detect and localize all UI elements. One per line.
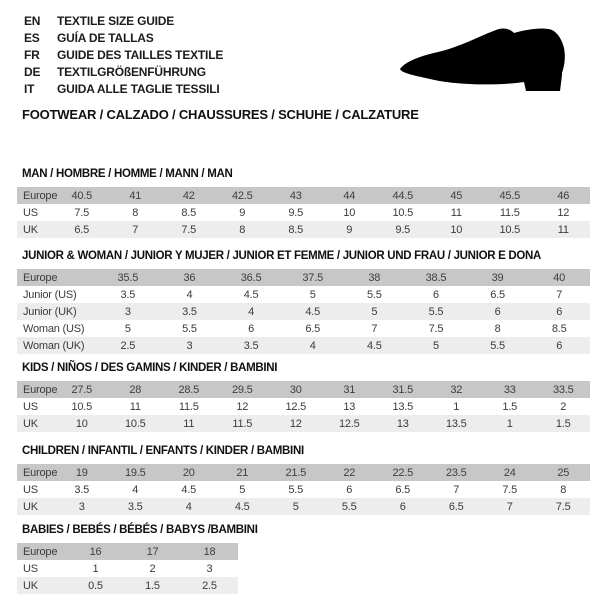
size-cell: 9.5	[395, 223, 411, 236]
size-cell: 33	[503, 383, 516, 396]
size-cell: 13.5	[445, 417, 467, 430]
table-row	[17, 560, 238, 577]
row-label: Europe	[23, 466, 58, 479]
row-label: Europe	[23, 271, 58, 284]
size-cell: 3	[124, 305, 131, 318]
size-table-man	[17, 187, 590, 238]
row-label: Junior (UK)	[23, 305, 77, 318]
size-cell: 6	[432, 288, 439, 301]
size-cell: 6	[248, 322, 255, 335]
size-cell: 5.5	[428, 305, 444, 318]
size-cell: 24	[503, 466, 516, 479]
row-label: US	[23, 483, 38, 496]
table-row	[17, 398, 590, 415]
table-header-row	[17, 269, 590, 286]
row-label: Woman (UK)	[23, 339, 85, 352]
size-table-junior-woman	[17, 269, 590, 354]
size-cell: 5.5	[288, 483, 304, 496]
size-cell: 1.5	[145, 579, 160, 592]
size-cell: 4.5	[243, 288, 259, 301]
size-cell: 10.5	[124, 417, 146, 430]
language-row-fr	[24, 47, 223, 64]
size-cell: 41	[129, 189, 142, 202]
size-cell: 12	[289, 417, 302, 430]
language-code: FR	[24, 48, 40, 62]
table-header-row	[17, 543, 238, 560]
language-label: GUIDE DES TAILLES TEXTILE	[57, 48, 224, 62]
size-cell: 3.5	[120, 288, 136, 301]
size-cell: 7	[453, 483, 460, 496]
row-label: UK	[23, 579, 38, 592]
section-title-children: CHILDREN / INFANTIL / ENFANTS / KINDER / BAMBINI	[22, 445, 304, 457]
size-cell: 22	[343, 466, 356, 479]
row-label: UK	[23, 500, 38, 513]
size-cell: 8	[494, 322, 501, 335]
size-cell: 8.5	[288, 223, 304, 236]
table-row	[17, 337, 590, 354]
section-title-babies: BABIES / BEBÉS / BÉBÉS / BABYS /BAMBINI	[22, 524, 258, 536]
size-cell: 10	[343, 206, 356, 219]
size-cell: 11.5	[178, 400, 199, 413]
row-label: Europe	[23, 189, 58, 202]
size-cell: 28.5	[178, 383, 200, 396]
size-cell: 42	[182, 189, 195, 202]
size-cell: 4	[186, 288, 193, 301]
size-cell: 6.5	[395, 483, 411, 496]
size-cell: 36	[183, 271, 196, 284]
size-cell: 5.5	[490, 339, 505, 352]
size-cell: 11.5	[232, 417, 253, 430]
row-label: US	[23, 562, 38, 575]
size-cell: 1.5	[502, 400, 518, 413]
size-cell: 21	[236, 466, 249, 479]
table-row	[17, 286, 590, 303]
size-cell: 10	[75, 417, 88, 430]
size-cell: 6	[494, 305, 501, 318]
size-cell: 0.5	[88, 579, 103, 592]
size-cell: 11	[129, 400, 141, 413]
size-cell: 11	[450, 206, 462, 219]
size-cell: 5	[292, 500, 299, 513]
size-cell: 36.5	[240, 271, 262, 284]
row-label: UK	[23, 417, 38, 430]
size-cell: 2.5	[120, 339, 136, 352]
language-row-it	[24, 81, 223, 98]
size-cell: 2	[560, 400, 567, 413]
size-cell: 6	[556, 339, 563, 352]
size-cell: 7	[132, 223, 139, 236]
language-row-en	[24, 13, 223, 30]
size-cell: 4.5	[181, 483, 197, 496]
size-cell: 1	[506, 417, 513, 430]
size-cell: 27.5	[71, 383, 93, 396]
size-cell: 4.5	[234, 500, 250, 513]
table-row	[17, 498, 590, 515]
size-cell: 33.5	[552, 383, 574, 396]
size-cell: 5	[124, 322, 131, 335]
language-label: TEXTILGRÖßENFÜHRUNG	[57, 65, 206, 79]
row-label: Europe	[23, 383, 58, 396]
size-cell: 4.5	[305, 305, 321, 318]
category-title: FOOTWEAR / CALZADO / CHAUSSURES / SCHUHE / CALZATURE	[22, 107, 419, 122]
size-cell: 10.5	[71, 400, 93, 413]
size-cell: 7.5	[502, 483, 518, 496]
table-row	[17, 415, 590, 432]
size-cell: 3.5	[243, 339, 259, 352]
size-cell: 32	[450, 383, 463, 396]
size-cell: 38	[368, 271, 381, 284]
table-row	[17, 221, 590, 238]
size-cell: 8	[239, 223, 246, 236]
size-cell: 23.5	[445, 466, 467, 479]
size-cell: 5.5	[182, 322, 197, 335]
table-row	[17, 303, 590, 320]
size-section-man	[17, 168, 590, 238]
section-title-man: MAN / HOMBRE / HOMME / MANN / MAN	[22, 168, 233, 180]
size-cell: 13.5	[392, 400, 414, 413]
size-cell: 5	[239, 483, 246, 496]
size-cell: 11	[183, 417, 195, 430]
size-cell: 17	[146, 545, 159, 558]
size-cell: 3	[206, 562, 213, 575]
size-cell: 7	[371, 322, 378, 335]
table-header-row	[17, 381, 590, 398]
size-cell: 3.5	[74, 483, 90, 496]
size-cell: 39	[491, 271, 504, 284]
size-cell: 5	[309, 288, 316, 301]
size-cell: 43	[289, 189, 302, 202]
size-cell: 8.5	[181, 206, 197, 219]
size-cell: 6	[399, 500, 406, 513]
row-label: UK	[23, 223, 38, 236]
language-code: IT	[24, 82, 35, 96]
size-cell: 42.5	[231, 189, 253, 202]
size-cell: 6	[556, 305, 563, 318]
size-cell: 11.5	[499, 206, 520, 219]
size-cell: 6.5	[448, 500, 464, 513]
size-cell: 13	[343, 400, 356, 413]
size-cell: 9.5	[288, 206, 304, 219]
size-cell: 19.5	[124, 466, 146, 479]
language-list	[24, 13, 223, 98]
size-cell: 16	[89, 545, 102, 558]
size-cell: 8	[560, 483, 567, 496]
size-cell: 9	[239, 206, 246, 219]
size-section-junior-woman	[17, 250, 590, 354]
size-cell: 6.5	[74, 223, 90, 236]
size-cell: 40	[553, 271, 566, 284]
size-cell: 45	[450, 189, 463, 202]
size-cell: 12.5	[285, 400, 307, 413]
size-cell: 12	[557, 206, 570, 219]
size-cell: 31.5	[392, 383, 414, 396]
size-cell: 10.5	[392, 206, 414, 219]
size-cell: 3	[186, 339, 193, 352]
size-cell: 45.5	[499, 189, 521, 202]
size-cell: 7	[556, 288, 563, 301]
size-cell: 6.5	[490, 288, 505, 301]
row-label: Junior (US)	[23, 288, 77, 301]
size-cell: 20	[182, 466, 195, 479]
size-cell: 28	[129, 383, 142, 396]
size-cell: 44	[343, 189, 356, 202]
section-title-junior-woman: JUNIOR & WOMAN / JUNIOR Y MUJER / JUNIOR ET FEMME / JUNIOR UND FRAU / JUNIOR E DONA	[22, 250, 542, 262]
size-cell: 4	[132, 483, 139, 496]
size-cell: 4	[185, 500, 192, 513]
table-header-row	[17, 187, 590, 204]
size-cell: 7.5	[428, 322, 444, 335]
language-label: TEXTILE SIZE GUIDE	[57, 14, 175, 28]
size-cell: 5.5	[366, 288, 382, 301]
size-cell: 6	[346, 483, 353, 496]
size-cell: 13	[396, 417, 409, 430]
size-cell: 10	[450, 223, 463, 236]
language-code: DE	[24, 65, 41, 79]
size-section-children	[17, 445, 590, 515]
size-cell: 37.5	[302, 271, 323, 284]
size-cell: 5	[371, 305, 378, 318]
size-cell: 9	[346, 223, 353, 236]
size-cell: 12	[236, 400, 249, 413]
table-row	[17, 577, 238, 594]
size-cell: 1	[453, 400, 460, 413]
row-label: Woman (US)	[23, 322, 85, 335]
size-cell: 3	[78, 500, 85, 513]
size-cell: 46	[557, 189, 570, 202]
size-cell: 1.5	[555, 417, 571, 430]
size-cell: 11	[557, 223, 569, 236]
size-cell: 21.5	[285, 466, 307, 479]
language-code: ES	[24, 31, 40, 45]
size-cell: 7	[506, 500, 513, 513]
section-title-kids: KIDS / NIÑOS / DES GAMINS / KINDER / BAMBINI	[22, 362, 278, 374]
size-cell: 3.5	[182, 305, 197, 318]
table-row	[17, 320, 590, 337]
size-table-babies	[17, 543, 238, 594]
size-cell: 7.5	[181, 223, 197, 236]
language-row-de	[24, 64, 223, 81]
row-label: US	[23, 400, 38, 413]
language-code: EN	[24, 14, 41, 28]
size-cell: 2.5	[202, 579, 217, 592]
size-cell: 7.5	[74, 206, 90, 219]
size-cell: 35.5	[117, 271, 139, 284]
row-label: US	[23, 206, 38, 219]
dress-shoe-icon	[392, 27, 576, 95]
size-cell: 7.5	[555, 500, 571, 513]
size-cell: 31	[343, 383, 356, 396]
size-cell: 18	[203, 545, 216, 558]
size-cell: 8.5	[551, 322, 567, 335]
row-label: Europe	[23, 545, 58, 558]
size-cell: 5.5	[341, 500, 357, 513]
size-cell: 2	[149, 562, 156, 575]
language-label: GUIDA ALLE TAGLIE TESSILI	[57, 82, 220, 96]
table-row	[17, 481, 590, 498]
size-cell: 8	[132, 206, 139, 219]
size-cell: 19	[75, 466, 88, 479]
size-cell: 25	[557, 466, 570, 479]
language-label: GUÍA DE TALLAS	[57, 31, 154, 45]
table-header-row	[17, 464, 590, 481]
language-row-es	[24, 30, 223, 47]
size-cell: 44.5	[392, 189, 414, 202]
size-cell: 10.5	[499, 223, 521, 236]
size-cell: 6.5	[305, 322, 321, 335]
size-cell: 30	[289, 383, 302, 396]
size-cell: 22.5	[392, 466, 414, 479]
size-section-babies	[17, 524, 258, 594]
size-cell: 4.5	[366, 339, 382, 352]
size-cell: 1	[92, 562, 99, 575]
size-cell: 40.5	[71, 189, 93, 202]
size-cell: 4	[309, 339, 316, 352]
size-table-kids	[17, 381, 590, 432]
size-cell: 3.5	[127, 500, 143, 513]
size-cell: 12.5	[338, 417, 360, 430]
size-cell: 38.5	[425, 271, 447, 284]
size-table-children	[17, 464, 590, 515]
table-row	[17, 204, 590, 221]
size-section-kids	[17, 362, 590, 432]
size-cell: 4	[248, 305, 255, 318]
size-cell: 5	[432, 339, 439, 352]
size-cell: 29.5	[231, 383, 253, 396]
